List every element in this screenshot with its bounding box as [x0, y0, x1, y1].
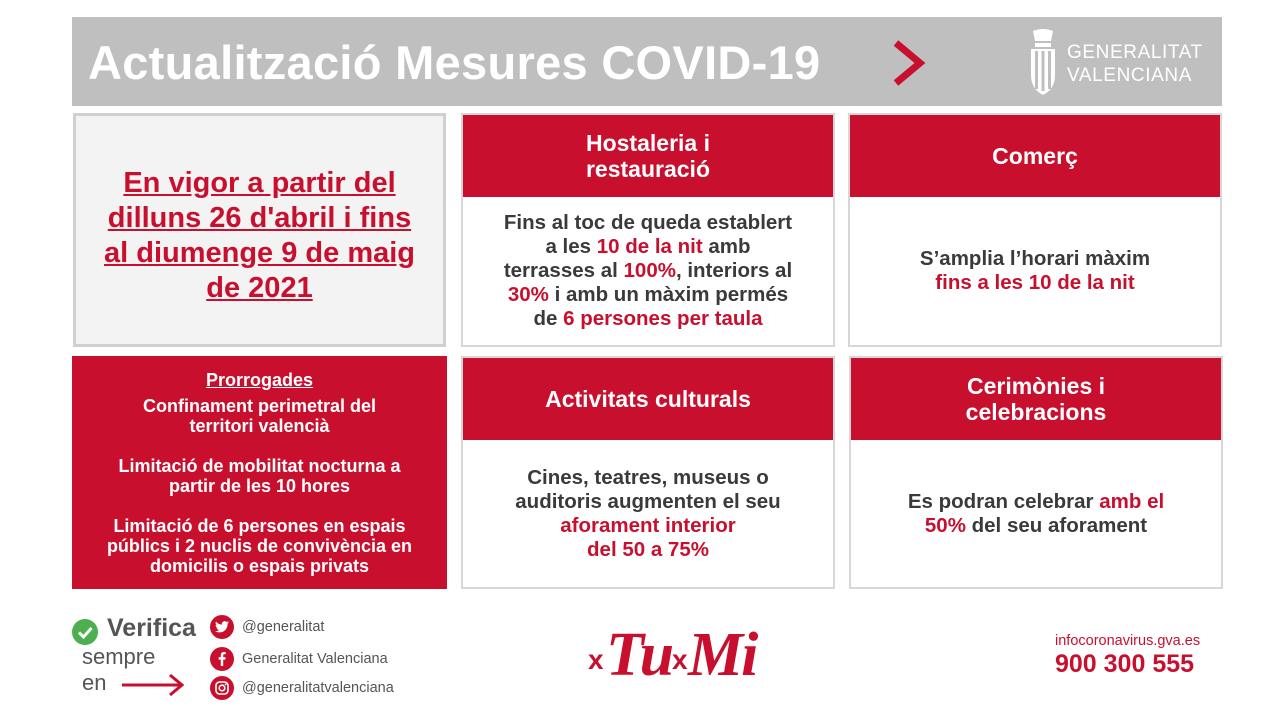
cerimonies-card [849, 356, 1223, 589]
slogan-mi: Mi [688, 621, 757, 689]
hostaleria-highlight: 30% [507, 283, 549, 306]
hostaleria-title [463, 115, 833, 197]
hostaleria-text: , interiors al [675, 259, 793, 282]
facebook-handle: Generalitat Valenciana [242, 651, 388, 667]
comerc-card [848, 113, 1222, 347]
check-circle-icon [72, 619, 98, 645]
logo-line-1: GENERALITAT [1067, 42, 1203, 63]
coat-of-arms-icon [1027, 27, 1059, 97]
prorrogades-title: Prorrogades [205, 370, 314, 390]
logo-line-2: VALENCIANA [1067, 65, 1192, 86]
validity-date-text: En vigor a partir del dilluns 26 d'abril i fins al diumenge 9 de maig de 2021 [103, 167, 416, 304]
prorrogades-text: territori valencià [189, 416, 330, 436]
cerimonies-title-line-2: celebracions [965, 399, 1107, 425]
hostaleria-text: amb [702, 235, 751, 258]
xtuxmi-slogan-logo [586, 620, 757, 692]
chevron-right-icon [888, 39, 928, 87]
twitter-link[interactable] [210, 615, 324, 639]
facebook-icon [210, 647, 234, 671]
hostaleria-highlight: 6 persones per taula [563, 307, 763, 330]
cultura-title: Activitats culturals [463, 358, 833, 440]
sempre-text: sempre [82, 644, 156, 669]
page-title: Actualització Mesures COVID-19 [88, 36, 821, 89]
twitter-handle: @generalitat [242, 619, 325, 635]
cultura-highlight: del 50 a 75% [587, 537, 709, 561]
generalitat-logo-text [1067, 41, 1203, 87]
cerimonies-highlight: 50% [924, 513, 966, 537]
cultura-card [461, 356, 835, 589]
hostaleria-text: Fins al toc de queda establert [503, 211, 793, 234]
hostaleria-text: a les [545, 235, 597, 258]
comerc-body [850, 197, 1220, 345]
instagram-icon [210, 676, 234, 700]
instagram-link[interactable] [210, 676, 394, 700]
header-banner [72, 17, 1222, 106]
hostaleria-text: terrasses al [503, 259, 624, 282]
facebook-link[interactable] [210, 647, 388, 671]
cerimonies-title-line-1: Cerimònies i [966, 373, 1106, 399]
info-website-link[interactable]: infocoronavirus.gva.es [1055, 633, 1201, 649]
generalitat-logo [1027, 27, 1207, 97]
slogan-tu: Tu [606, 621, 673, 689]
cerimonies-text: Es podran celebrar [907, 489, 1100, 513]
validity-date-box [73, 113, 446, 347]
cultura-text: Cines, teatres, museus o [527, 465, 769, 489]
prorrogades-text: partir de les 10 hores [168, 476, 351, 496]
hostaleria-highlight: 10 de la nit [596, 235, 703, 258]
hostaleria-title-line-1: Hostaleria i [585, 130, 710, 156]
comerc-title: Comerç [850, 115, 1220, 197]
slogan-x: x [672, 644, 688, 675]
cerimonies-body [851, 440, 1221, 587]
instagram-handle: @generalitatvalenciana [242, 680, 394, 696]
slogan-x: x [588, 644, 604, 675]
prorrogades-item [72, 456, 447, 496]
hostaleria-card [461, 113, 835, 347]
comerc-highlight: fins a les 10 de la nit [935, 271, 1135, 294]
prorrogades-text: Limitació de 6 persones en espais [113, 516, 406, 536]
hostaleria-highlight: 100% [623, 259, 676, 282]
hostaleria-title-line-2: restauració [585, 156, 710, 182]
prorrogades-text: Limitació de mobilitat nocturna a [118, 456, 401, 476]
en-text: en [82, 670, 107, 695]
cultura-highlight: aforament interior [560, 513, 736, 537]
prorrogades-item [72, 516, 447, 576]
hostaleria-text: de [533, 307, 564, 330]
verifica-label: Verifica [107, 614, 196, 642]
arrow-right-icon [120, 672, 186, 698]
cultura-body [463, 440, 833, 587]
phone-number[interactable]: 900 300 555 [1055, 650, 1195, 678]
comerc-text: S’amplia l’horari màxim [919, 247, 1151, 270]
cultura-text: auditoris augmenten el seu [515, 489, 781, 513]
prorrogades-card [72, 356, 447, 589]
cerimonies-text: del seu aforament [965, 513, 1148, 537]
prorrogades-text: públics i 2 nuclis de convivència en [106, 536, 413, 556]
hostaleria-body [463, 197, 833, 345]
cerimonies-title [851, 358, 1221, 440]
prorrogades-text: domicilis o espais privats [149, 556, 370, 576]
prorrogades-text: Confinament perimetral del [142, 396, 377, 416]
twitter-icon [210, 615, 234, 639]
hostaleria-text: i amb un màxim permés [548, 283, 789, 306]
cerimonies-highlight: amb el [1099, 489, 1165, 513]
prorrogades-item [72, 396, 447, 436]
